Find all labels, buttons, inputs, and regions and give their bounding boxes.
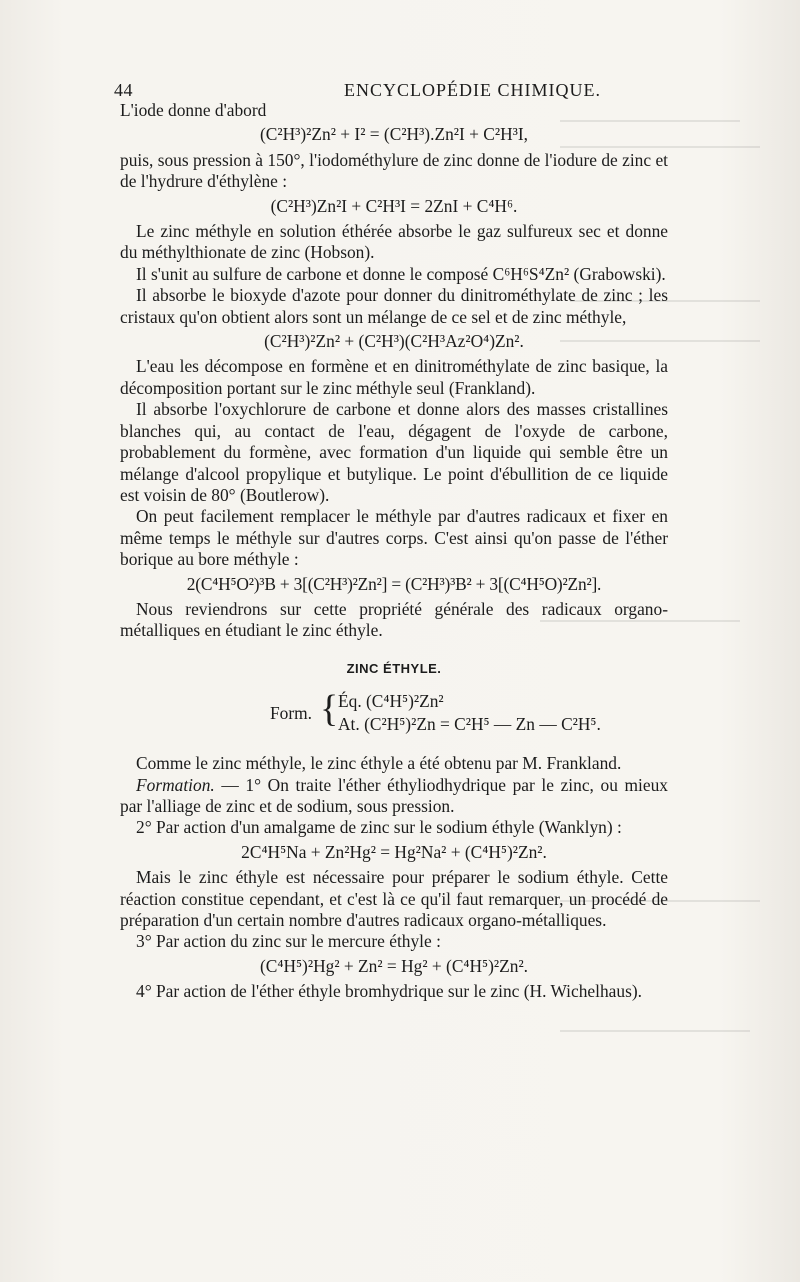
paragraph: 2° Par action d'un amalgame de zinc sur le sodium éthyle (Wanklyn) : [136, 817, 622, 838]
paragraph: Nous reviendrons sur cette propriété générale des radicaux organo-métalliques en étudiant le zinc éthyle. [120, 598, 668, 641]
formation-text: — 1° On traite l'éther éthyliodhydrique par le zinc, ou mieux par l'alliage de zinc et de sodium, sous pression. [120, 774, 668, 816]
brace-glyph: { [320, 688, 339, 731]
formation-label: Formation. [136, 774, 215, 795]
formula-equivalent: Éq. (C⁴H⁵)²Zn² [338, 691, 444, 712]
equation: (C⁴H⁵)²Hg² + Zn² = Hg² + (C⁴H⁵)²Zn². [259, 955, 529, 976]
paragraph: puis, sous pression à 150°, l'iodométhylure de zinc donne de l'iodure de zinc et de l'hydrure d'éthylène : [120, 149, 668, 192]
equation: 2C⁴H⁵Na + Zn²Hg² = Hg²Na² + (C⁴H⁵)²Zn². [241, 841, 547, 862]
formula-block [120, 687, 668, 743]
formula-atomic: At. (C²H⁵)²Zn = C²H⁵ — Zn — C²H⁵. [338, 714, 601, 735]
paragraph: Il absorbe le bioxyde d'azote pour donner du dinitrométhylate de zinc ; les cristaux qu'on obtient alors sont un mélange de ce sel et de zinc méthyle, [120, 285, 668, 327]
paragraph [120, 775, 668, 818]
paragraph: Il absorbe l'oxychlorure de carbone et donne alors des masses cristallines blanches qui, au contact de l'eau, dégagent de l'oxyde de carbone, probablement du formène, avec formation d'un liquide qui semble être un mélange d'alcool propylique et butylique. Le point d'ébullition de ce liquide est voisin de 80° (Boutlerow). [120, 399, 668, 505]
paragraph: Comme le zinc méthyle, le zinc éthyle a été obtenu par M. Frankland. [136, 753, 622, 774]
equation: (C²H³)²Zn² + I² = (C²H³).Zn²I + C²H³I, [260, 124, 528, 145]
paragraph: 3° Par action du zinc sur le mercure éthyle : [136, 931, 441, 952]
paragraph: Mais le zinc éthyle est nécessaire pour préparer le sodium éthyle. Cette réaction constitue cependant, et c'est là ce qu'il faut remarquer, un procédé de préparation d'un certain nombre d'autres radicaux organo-métalliques. [120, 867, 668, 930]
paragraph: Il s'unit au sulfure de carbone et donne le composé C⁶H⁶S⁴Zn² (Grabowski). [136, 263, 666, 284]
paragraph: On peut facilement remplacer le méthyle par d'autres radicaux et fixer en même temps le méthyle sur d'autres corps. C'est ainsi qu'on passe de l'éther borique au bore méthyle : [120, 506, 668, 570]
section-title: ZINC ÉTHYLE. [346, 660, 442, 676]
running-title: ENCYCLOPÉDIE CHIMIQUE. [344, 80, 601, 100]
paragraph: Le zinc méthyle en solution éthérée absorbe le gaz sulfureux sec et donne du méthylthionate de zinc (Hobson). [120, 221, 668, 263]
equation: (C²H³)²Zn² + (C²H³)(C²H³Az²O⁴)Zn². [264, 331, 524, 352]
paragraph: L'eau les décompose en formène et en dinitrométhylate de zinc basique, la décomposition portant sur le zinc méthyle seul (Frankland). [120, 356, 668, 398]
formula-label: Form. [270, 703, 313, 724]
running-header [114, 80, 674, 102]
paragraph: L'iode donne d'abord [120, 100, 267, 120]
equation: 2(C⁴H⁵O²)³B + 3[(C²H³)²Zn²] = (C²H³)³B² + 3[(C⁴H⁵O)²Zn²]. [186, 573, 602, 594]
paragraph: 4° Par action de l'éther éthyle bromhydrique sur le zinc (H. Wichelhaus). [136, 981, 642, 1002]
equation: (C²H³)Zn²I + C²H³I = 2ZnI + C⁴H⁶. [270, 195, 518, 216]
page-body [120, 100, 668, 1003]
page-number: 44 [114, 80, 133, 100]
